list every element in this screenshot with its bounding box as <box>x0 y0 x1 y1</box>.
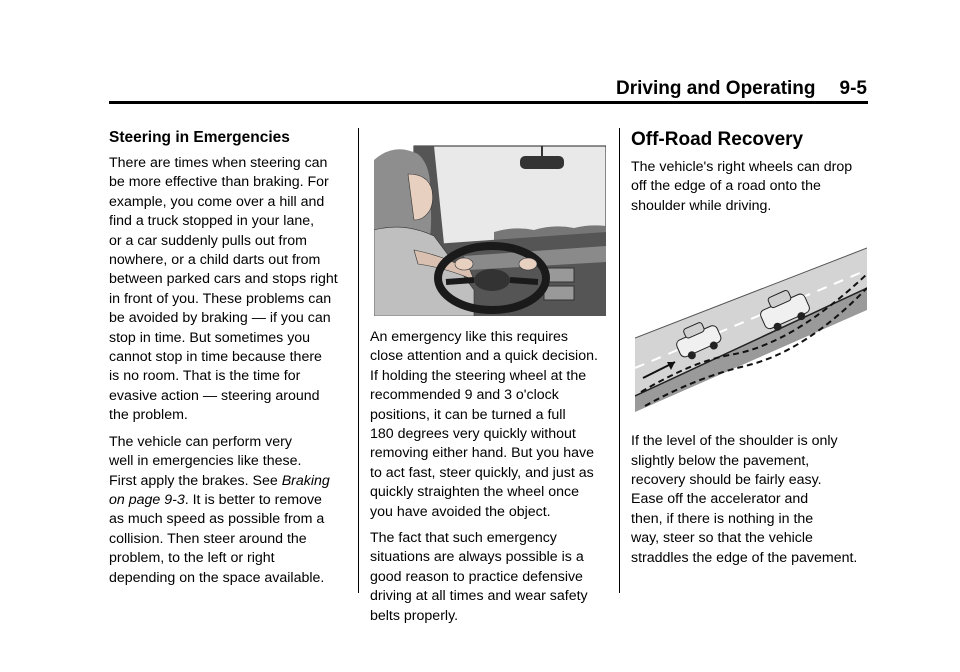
text-line: recovery should be fairly easy. <box>631 472 822 489</box>
text-line: The vehicle can perform very <box>109 433 292 450</box>
cross-reference-link[interactable]: on page 9-3 <box>109 491 185 508</box>
text-line: positions, it can be turned a full <box>370 406 566 423</box>
text-line <box>109 491 349 510</box>
column-left <box>109 128 349 595</box>
text-line: quickly straighten the wheel once <box>370 484 579 501</box>
section-title: Driving and Operating <box>616 78 816 99</box>
text-line: Ease off the accelerator and <box>631 491 809 508</box>
off-road-recovery-illustration <box>635 246 867 412</box>
text-line: between parked cars and stops right <box>109 271 338 288</box>
text-line: or a car suddenly pulls out from <box>109 232 307 249</box>
column-divider-right <box>619 128 620 593</box>
text-line: shoulder while driving. <box>631 197 772 214</box>
text-line: If the level of the shoulder is only <box>631 433 838 450</box>
text-line: recommended 9 and 3 o'clock <box>370 387 559 404</box>
text-line: off the edge of a road onto the <box>631 178 821 195</box>
column-divider-left <box>358 128 359 593</box>
paragraph-wheels-drop <box>631 158 871 216</box>
text-segment: . It is better to remove <box>184 491 322 508</box>
text-line: cannot stop in time because there <box>109 349 322 366</box>
heading-steering-in-emergencies: Steering in Emergencies <box>109 129 290 146</box>
text-line: There are times when steering can <box>109 155 328 171</box>
text-line: be avoided by braking — if you can <box>109 310 331 327</box>
text-line: slightly below the pavement, <box>631 452 810 469</box>
running-header <box>0 78 867 100</box>
text-line: An emergency like this requires <box>370 329 568 345</box>
text-line: be more effective than braking. For <box>109 174 329 191</box>
paragraph-emergency-decision <box>370 328 610 522</box>
paragraph-vehicle-performance <box>109 433 349 588</box>
text-line: depending on the space available. <box>109 569 325 586</box>
text-segment: First apply the brakes. See <box>109 472 282 489</box>
column-right <box>631 128 871 575</box>
text-line: as much speed as possible from a <box>109 511 325 528</box>
header-rule <box>109 101 868 104</box>
text-line: situations are always possible is a <box>370 549 584 566</box>
paragraph-steering-intro <box>109 154 349 426</box>
text-line: straddles the edge of the pavement. <box>631 549 858 566</box>
paragraph-shoulder-recovery <box>631 432 871 568</box>
text-line: the problem. <box>109 407 188 424</box>
text-line: way, steer so that the vehicle <box>631 530 813 547</box>
text-line: evasive action — steering around <box>109 387 320 404</box>
text-line: The vehicle's right wheels can drop <box>631 159 853 175</box>
text-line: stop in time. But sometimes you <box>109 329 311 346</box>
text-line: then, if there is nothing in the <box>631 510 814 527</box>
cross-reference-link[interactable]: Braking <box>281 472 330 489</box>
text-line <box>109 472 349 491</box>
text-line: example, you come over a hill and <box>109 193 325 210</box>
text-line: belts properly. <box>370 607 459 624</box>
text-line: good reason to practice defensive <box>370 568 583 585</box>
text-line: driving at all times and wear safety <box>370 588 588 605</box>
text-line: to act fast, steer quickly, and just as <box>370 464 594 481</box>
text-line: collision. Then steer around the <box>109 530 307 547</box>
text-line: problem, to the left or right <box>109 550 275 567</box>
column-middle <box>370 128 610 633</box>
text-line: nowhere, or a child darts out from <box>109 252 321 269</box>
heading-off-road-recovery: Off-Road Recovery <box>631 129 804 150</box>
driver-steering-illustration <box>374 140 606 316</box>
text-line: removing either hand. But you have <box>370 445 594 462</box>
text-line: you have avoided the object. <box>370 503 551 520</box>
text-line: find a truck stopped in your lane, <box>109 213 315 230</box>
page-number: 9-5 <box>839 78 867 99</box>
text-line: is no room. That is the time for <box>109 368 301 385</box>
text-line: 180 degrees very quickly without <box>370 426 576 443</box>
text-line: close attention and a quick decision. <box>370 348 598 365</box>
text-line: If holding the steering wheel at the <box>370 367 587 384</box>
text-line: well in emergencies like these. <box>109 453 302 470</box>
text-line: in front of you. These problems can <box>109 290 332 307</box>
paragraph-defensive-driving <box>370 529 610 626</box>
text-line: The fact that such emergency <box>370 530 557 547</box>
